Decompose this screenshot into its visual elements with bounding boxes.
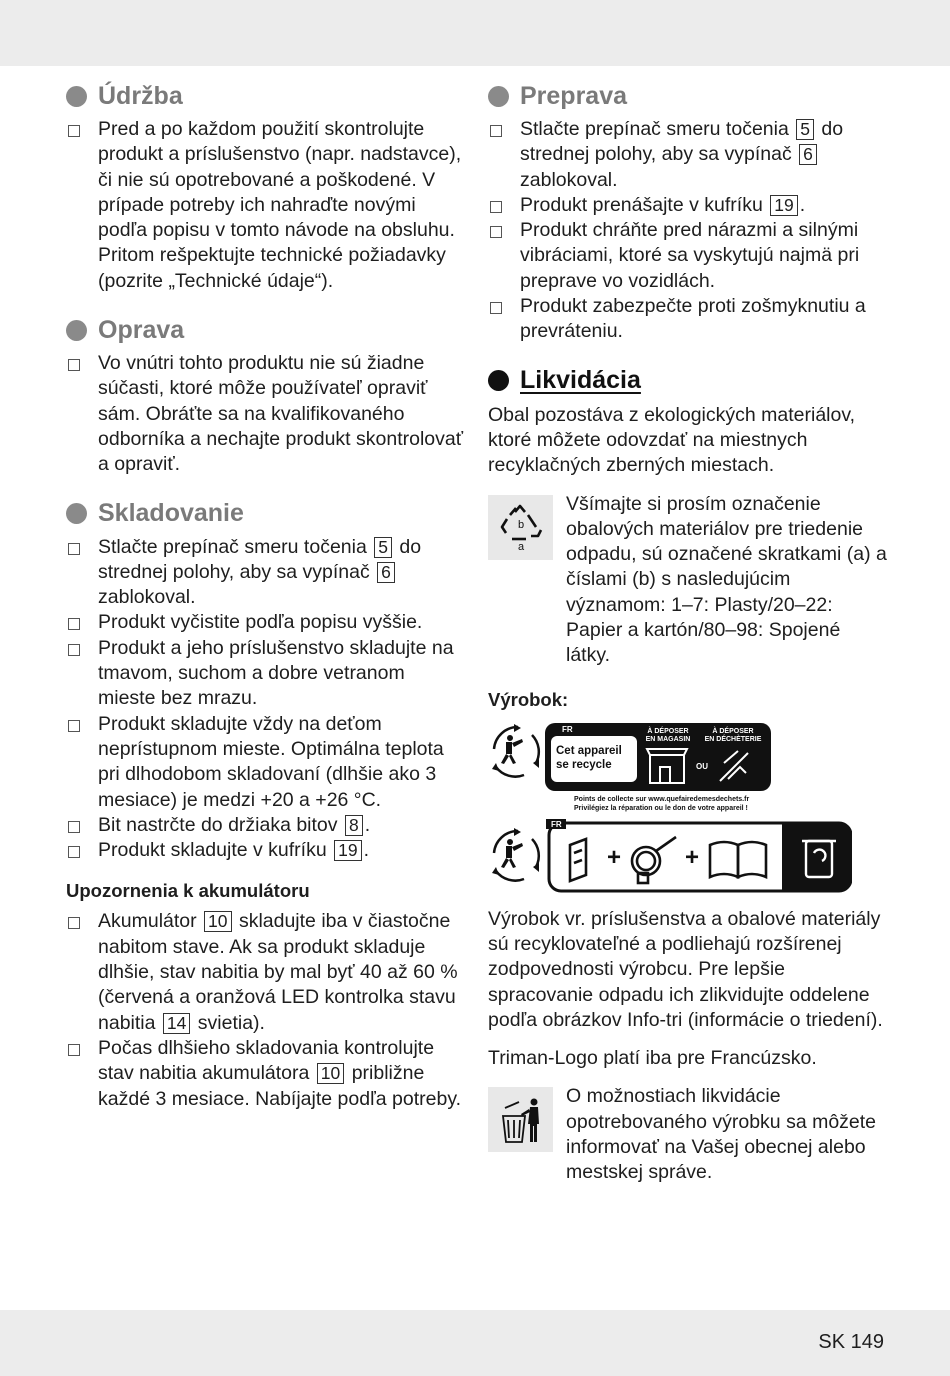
- triman-info-block-2: [488, 819, 888, 895]
- triman-col1-label: À DÉPOSER EN MAGASIN: [645, 727, 691, 743]
- section-heading-preprava: [488, 80, 888, 112]
- text: Stlačte prepínač smeru točenia: [98, 535, 367, 558]
- triman-fr-label: FR: [551, 819, 562, 829]
- reference-number: 6: [377, 562, 395, 583]
- list-item: [66, 909, 464, 1035]
- akumulator-list: [66, 909, 464, 1111]
- bottom-bar: [0, 1310, 950, 1376]
- reference-number: 10: [317, 1063, 344, 1084]
- oprava-list: [66, 351, 464, 477]
- list-item: [66, 535, 464, 611]
- bullet-dot-icon: [488, 86, 509, 107]
- triman-logo-icon: [488, 819, 852, 895]
- text: .: [363, 839, 369, 862]
- list-item: [488, 117, 888, 193]
- text: Produkt zabezpečte proti zošmyknutiu a prevráteniu.: [520, 295, 866, 343]
- checkbox-square-icon: [490, 201, 502, 213]
- text: Produkt vyčistite podľa popisu vyššie.: [98, 611, 423, 634]
- skladovanie-list: [66, 535, 464, 864]
- text: do strednej polohy, aby sa vypínač: [520, 118, 844, 166]
- text: Produkt a jeho príslušenstvo skladujte na tmavom, suchom a dobre vetranom mieste bez mrazu.: [98, 636, 454, 710]
- triman-col2-label: À DÉPOSER EN DÉCHÈTERIE: [704, 727, 762, 743]
- text: do strednej polohy, aby sa vypínač: [98, 535, 422, 583]
- text: .: [799, 193, 806, 216]
- heading-text: Likvidácia: [520, 366, 641, 395]
- bullet-dot-icon: [66, 503, 87, 524]
- list-item-text: Pred a po každom použití skontrolujte produkt a príslušenstvo (napr. nadstavce), či nie sú opotrebované a poškodené. V prípade potreby ich nahraďte novými podľa popisu v tomto návode na obsluhu. Pritom rešpektujte technické požiadavky (pozrite „Technické údaje“).: [98, 118, 462, 292]
- reference-number: 14: [163, 1013, 190, 1034]
- text: približne každé 3 mesiace. Nabíjajte podľa potreby.: [98, 1062, 462, 1110]
- text: .: [364, 813, 371, 836]
- section-heading-skladovanie: [66, 498, 464, 530]
- list-item: [66, 1036, 464, 1112]
- plus-icon: +: [684, 843, 700, 871]
- text: Bit nastrčte do držiaka bitov: [98, 813, 338, 836]
- reference-number: 10: [204, 911, 231, 932]
- checkbox-square-icon: [490, 226, 502, 238]
- bullet-dot-icon: [488, 370, 509, 391]
- likvidacia-text-2: Výrobok vr. príslušenstva a obalové materiály sú recyklovateľné a podliehajú rozšírenej zodpovednosti výrobcu. Pre lepšie spracovanie odpadu ich zlikvidujte oddelene podľa obrázkov Info-tri (informácie o triedení).: [488, 907, 883, 1031]
- disposal-info: [488, 1084, 888, 1185]
- heading-text: Údržba: [98, 81, 183, 110]
- likvidacia-intro: Obal pozostáva z ekologických materiálov, ktoré môžete odovzdať na miestnych recyklačných zberných miestach.: [488, 403, 856, 477]
- recycle-b-label: b: [517, 519, 524, 532]
- list-item: [66, 610, 464, 635]
- reference-number: 8: [345, 815, 363, 836]
- list-item: [66, 712, 464, 813]
- checkbox-square-icon: [68, 1044, 80, 1056]
- text: Stlačte prepínač smeru točenia: [520, 118, 789, 140]
- bullet-dot-icon: [66, 86, 87, 107]
- recycle-ab-icon: [488, 495, 553, 560]
- bullet-dot-icon: [66, 320, 87, 341]
- checkbox-square-icon: [68, 917, 80, 929]
- list-item: [488, 193, 888, 218]
- triman-info-block-1: [488, 723, 888, 815]
- subheading-akumulator: Upozornenia k akumulátoru: [66, 880, 310, 902]
- list-item-text: Vo vnútri tohto produktu nie sú žiadne súčasti, ktoré môže používateľ opraviť sám. Obráťte sa na kvalifikovaného odborníka a nechajte produkt skontrolovať a opraviť.: [98, 352, 464, 476]
- recycle-text: Všímajte si prosím označenie obalových materiálov pre triedenie odpadu, sú označené skratkami (a) a číslami (b) s nasledujúcim významom: 1–7: Plasty/20–22: Papier a kartón/80–98: Spojené látky.: [566, 492, 887, 667]
- checkbox-square-icon: [68, 618, 80, 630]
- reference-number: 19: [334, 840, 361, 861]
- left-column: [66, 80, 464, 1112]
- checkbox-square-icon: [68, 644, 80, 656]
- checkbox-square-icon: [490, 125, 502, 137]
- trash-bin-icon: [488, 1087, 553, 1152]
- text: svietia).: [197, 1011, 265, 1034]
- list-item: [66, 636, 464, 712]
- text: Akumulátor: [98, 910, 197, 933]
- triman-ou-label: OU: [696, 761, 708, 771]
- list-item: [488, 294, 888, 345]
- disposal-text: O možnostiach likvidácie opotrebovaného výrobku sa môžete informovať na Vašej obecnej alebo mestskej správe.: [566, 1085, 877, 1184]
- section-heading-oprava: [66, 314, 464, 346]
- checkbox-square-icon: [68, 846, 80, 858]
- reference-number: 6: [799, 144, 817, 165]
- page-number: SK 149: [818, 1331, 884, 1353]
- checkbox-square-icon: [68, 821, 80, 833]
- triman-foot-1: Points de collecte sur www.quefairedemesdechets.fr: [574, 795, 750, 803]
- likvidacia-text-3: Triman-Logo platí iba pre Francúzsko.: [488, 1047, 817, 1070]
- text: Produkt prenášajte v kufríku: [520, 193, 763, 216]
- top-bar: [0, 0, 950, 66]
- text: zablokoval.: [98, 586, 196, 609]
- preprava-list: [488, 117, 888, 345]
- text: zablokoval.: [520, 168, 618, 191]
- text: Produkt skladujte v kufríku: [98, 839, 327, 862]
- reference-number: 5: [796, 119, 814, 140]
- triman-foot-2: Privilégiez la réparation ou le don de votre appareil !: [574, 804, 748, 812]
- triman-main-text: Cet appareil se recycle: [556, 744, 622, 771]
- list-item: [488, 218, 888, 294]
- reference-number: 5: [374, 537, 392, 558]
- checkbox-square-icon: [68, 720, 80, 732]
- text: Produkt skladujte vždy na deťom neprístupnom mieste. Optimálna teplota pri dlhodobom skladovaní (dlhšie ako 3 mesiace) je medzi +20 a +26 °C.: [98, 712, 444, 811]
- t-line: Cet appareil: [556, 744, 622, 757]
- plus-icon: +: [606, 843, 622, 871]
- checkbox-square-icon: [68, 359, 80, 371]
- udrzba-list: [66, 117, 464, 294]
- recycle-info: [488, 492, 888, 669]
- checkbox-square-icon: [68, 125, 80, 137]
- checkbox-square-icon: [490, 302, 502, 314]
- text: skladujte iba v čiastočne nabitom stave. Ak sa produkt skladuje dlhšie, stav nabitia by mal byť 40 až 60 % (červená a oranžová LED kontrolka stavu nabitia: [98, 910, 458, 1034]
- text: Počas dlhšieho skladovania kontrolujte stav nabitia akumulátora: [98, 1036, 435, 1085]
- list-item: [66, 351, 464, 477]
- list-item: [66, 838, 464, 863]
- heading-text: Preprava: [520, 81, 628, 110]
- text: Produkt chráňte pred nárazmi a silnými vibráciami, ktoré sa vyskytujú najmä pri preprave vo vozidlách.: [520, 219, 860, 292]
- triman-fr-label: FR: [562, 724, 573, 734]
- heading-text: Skladovanie: [98, 499, 244, 528]
- list-item: [66, 117, 464, 294]
- reference-number: 19: [770, 195, 797, 216]
- vyrobok-label: Výrobok:: [488, 688, 569, 710]
- heading-text: Oprava: [98, 315, 185, 344]
- recycle-a-label: a: [517, 541, 524, 552]
- section-heading-udrzba: [66, 80, 464, 112]
- section-heading-likvidacia: [488, 365, 888, 397]
- triman-logo-icon: [488, 723, 788, 815]
- right-column: [488, 80, 888, 1186]
- list-item: [66, 813, 464, 838]
- checkbox-square-icon: [68, 543, 80, 555]
